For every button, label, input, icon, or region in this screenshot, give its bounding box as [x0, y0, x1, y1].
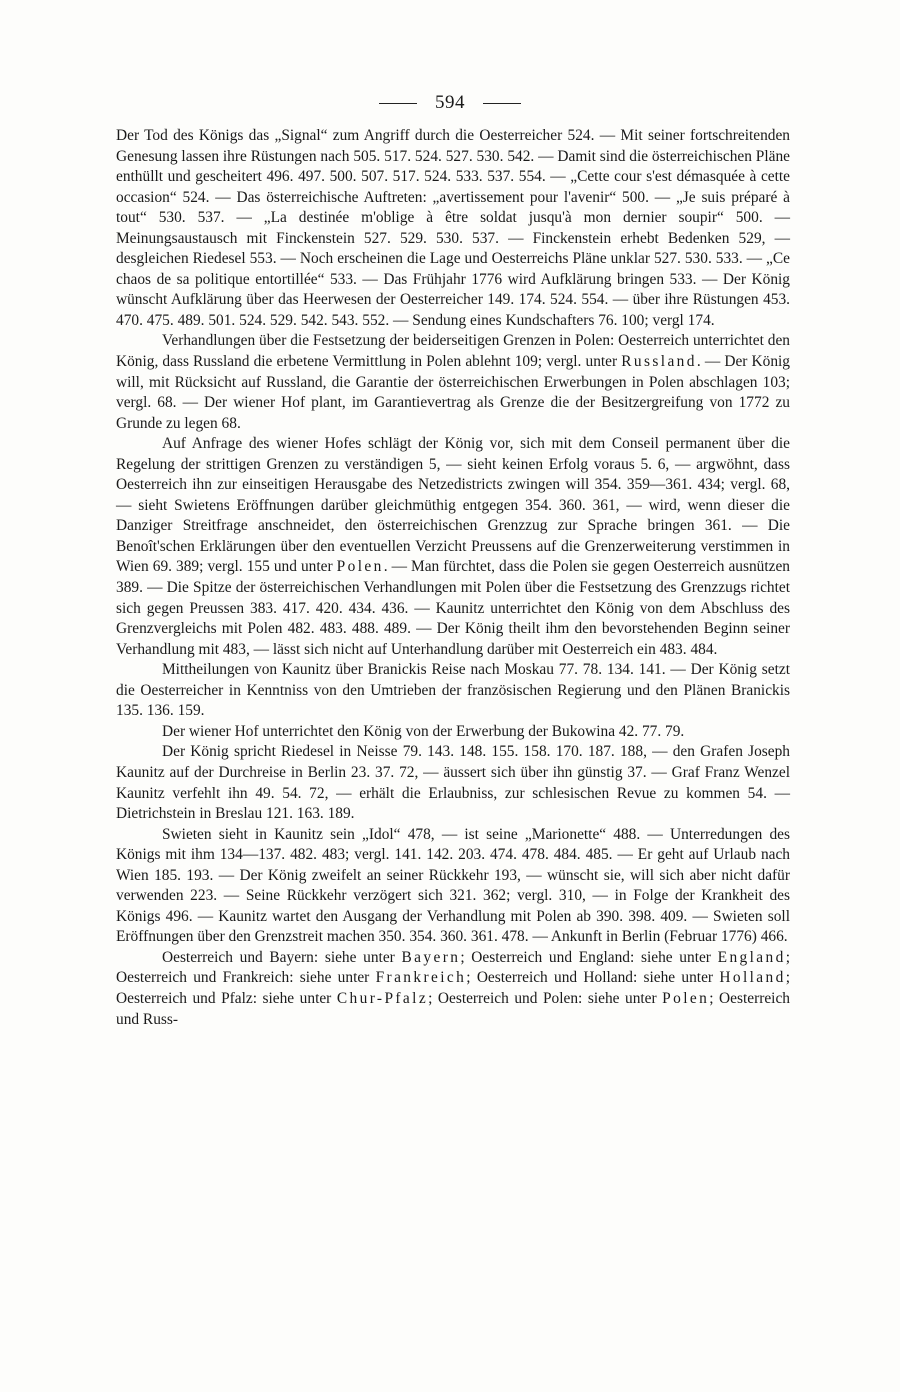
- paragraph-text: Der wiener Hof unterrichtet den König von der Erwerbung der Bukowina 42. 77. 79.: [162, 722, 685, 740]
- index-paragraph: [116, 660, 790, 722]
- paragraph-text: ; Oesterreich und Holland: siehe unter: [466, 969, 720, 987]
- paragraph-text: Der Tod des Königs das „Signal“ zum Angriff durch die Oesterreicher 524. — Mit seiner fortschreitenden Genesung lassen ihre Rüstungen nach 505. 517. 524. 527. 530. 542. — Damit sind die österreichischen Pläne enthüllt und gescheitert 496. 497. 500. 507. 517. 524. 533. 537. 554. — „Cette cour s'est démasquée à cette occasion“ 524. — Das österreichische Auftreten: „avertissement pour l'avenir“ 500. — „Je suis préparé à tout“ 530. 537. — „La destinée m'oblige à être soldat jusqu'à mon dernier soupir“ 500. — Meinungsaustausch mit Finckenstein 527. 529. 530. 537. — Finckenstein erhebt Bedenken 529, — desgleichen Riedesel 553. — Noch erscheinen die Lage und Oesterreichs Pläne unklar 527. 530. 533. — „Ce chaos de sa politique entortillée“ 533. — Das Frühjahr 1776 wird Aufklärung bringen 533. — Der König wünscht Aufklärung über das Heerwesen der Oesterreicher 149. 174. 524. 554. — über ihre Rüstungen 453. 470. 475. 489. 501. 524. 529. 542. 543. 552. — Sendung eines Kundschafters 76. 100; vergl 174.: [116, 127, 790, 329]
- paragraph-text: . — Man fürchtet, dass die Polen sie gegen Oesterreich ausnützen 389. — Die Spitze der österreichischen Verhandlungen mit Polen über die Festsetzung des Grenzzugs richtet sich gegen Preussen 383. 417. 420. 434. 436. — Kaunitz unterrichtet den König von dem Abschluss des Grenzvergleichs mit Polen 482. 483. 488. 489. — Der König theilt ihm den bevorstehenden Beginn seiner Verhandlung mit 483, — lässt sich nicht auf Unterhandlung darüber mit Oesterreich ein 483. 484.: [116, 558, 791, 658]
- header-rule-left: [379, 103, 417, 104]
- paragraph-text: Swieten sieht in Kaunitz sein „Idol“ 478, — ist seine „Marionette“ 488. — Unterredungen des Königs mit ihm 134—137. 482. 483; vergl. 141. 142. 203. 474. 478. 484. 485. — Er geht auf Urlaub nach Wien 185. 193. — Der König zweifelt an seiner Rückkehr 193, — wünscht sie, will sich aber nicht dafür verwenden 223. — Seine Rückkehr verzögert sich 321. 362; vergl. 310, — in Folge der Krankheit des Königs 496. — Kaunitz wartet den Ausgang der Verhandlung mit Polen ab 390. 398. 409. — Swieten soll Eröffnungen über den Grenzstreit machen 350. 354. 360. 361. 478. — Ankunft in Berlin (Februar 1776) 466.: [116, 825, 790, 946]
- page-number: 594: [435, 92, 465, 113]
- index-paragraph: [116, 126, 790, 331]
- paragraph-text: ; Oesterreich und Polen: siehe unter: [428, 989, 663, 1007]
- cross-reference: Frankreich: [375, 969, 467, 987]
- paragraph-text: Mittheilungen von Kaunitz über Branickis Reise nach Moskau 77. 78. 134. 141. — Der König setzt die Oesterreicher in Kenntniss von den Umtrieben der französischen Regierung und den Plänen Branickis 135. 136. 159.: [116, 661, 790, 720]
- paragraph-text: . — Der König will, mit Rücksicht auf Russland, die Garantie der österreichischen Erwerbungen in Polen abschlagen 103; vergl. 68. — Der wiener Hof plant, im Garantievertrag als Grenze die der Besitzergreifung von 1772 zu Grunde zu legen 68.: [116, 353, 790, 432]
- paragraph-text: Der König spricht Riedesel in Neisse 79. 143. 148. 155. 158. 170. 187. 188, — den Grafen Joseph Kaunitz auf der Durchreise in Berlin 23. 37. 72, — äussert sich über ihn günstig 37. — Graf Franz Wenzel Kaunitz verfehlt ihn 49. 54. 72, — erhält die Erlaubniss, zur schlesischen Revue zu kommen 54. — Dietrichstein in Breslau 121. 163. 189.: [116, 743, 790, 823]
- index-paragraph: [116, 825, 790, 948]
- paragraph-text: Auf Anfrage des wiener Hofes schlägt der König vor, sich mit dem Conseil permanent über die Regelung der strittigen Grenzen zu verständigen 5, — sieht keinen Erfolg voraus 5. 6, — argwöhnt, dass Oesterreich ihn zur einseitigen Herausgabe des Netzedistricts zwingen will 354. 359—361. 434; vergl. 68, — sieht Swietens Eröffnungen darüber gleichmüthig entgegen 354. 360. 361, — wird, wenn dieser die Danziger Streitfrage anschneidet, den österreichischen Grenzzug zur Sprache bringen 361. — Die Benoît'schen Erklärungen über den eventuellen Verzicht Preussens auf die Grenzerweiterung verstimmen in Wien 69. 389; vergl. 155 und unter: [116, 435, 790, 576]
- paragraph-text: ; Oesterreich und Frankreich: siehe unter: [116, 948, 791, 987]
- cross-reference: Polen: [662, 989, 710, 1007]
- page-header: [0, 88, 900, 118]
- index-paragraph: [116, 722, 790, 743]
- cross-reference: Holland: [719, 969, 786, 987]
- cross-reference: England: [717, 948, 786, 966]
- cross-reference: Chur-Pfalz: [336, 989, 429, 1007]
- paragraph-text: Oesterreich und Bayern: siehe unter: [162, 948, 402, 966]
- paragraph-text: ; Oesterreich und Russ-: [116, 989, 790, 1028]
- paragraph-text: Verhandlungen über die Festsetzung der beiderseitigen Grenzen in Polen: Oesterreich unterrichtet den König, dass Russland die erbetene Vermittlung in Polen ablehnt 109; vergl. unter: [116, 332, 790, 371]
- index-text-block: [116, 126, 790, 1030]
- index-paragraph: [116, 742, 790, 824]
- cross-reference: Polen: [336, 558, 384, 576]
- index-paragraph: [116, 331, 790, 434]
- index-paragraph: [116, 434, 790, 660]
- cross-reference: Bayern: [401, 948, 461, 966]
- paragraph-text: ; Oesterreich und England: siehe unter: [460, 948, 718, 966]
- paragraph-text: ; Oesterreich und Pfalz: siehe unter: [116, 969, 790, 1007]
- index-paragraph: [116, 948, 790, 1030]
- cross-reference: Russland: [621, 353, 697, 371]
- header-rule-right: [483, 103, 521, 104]
